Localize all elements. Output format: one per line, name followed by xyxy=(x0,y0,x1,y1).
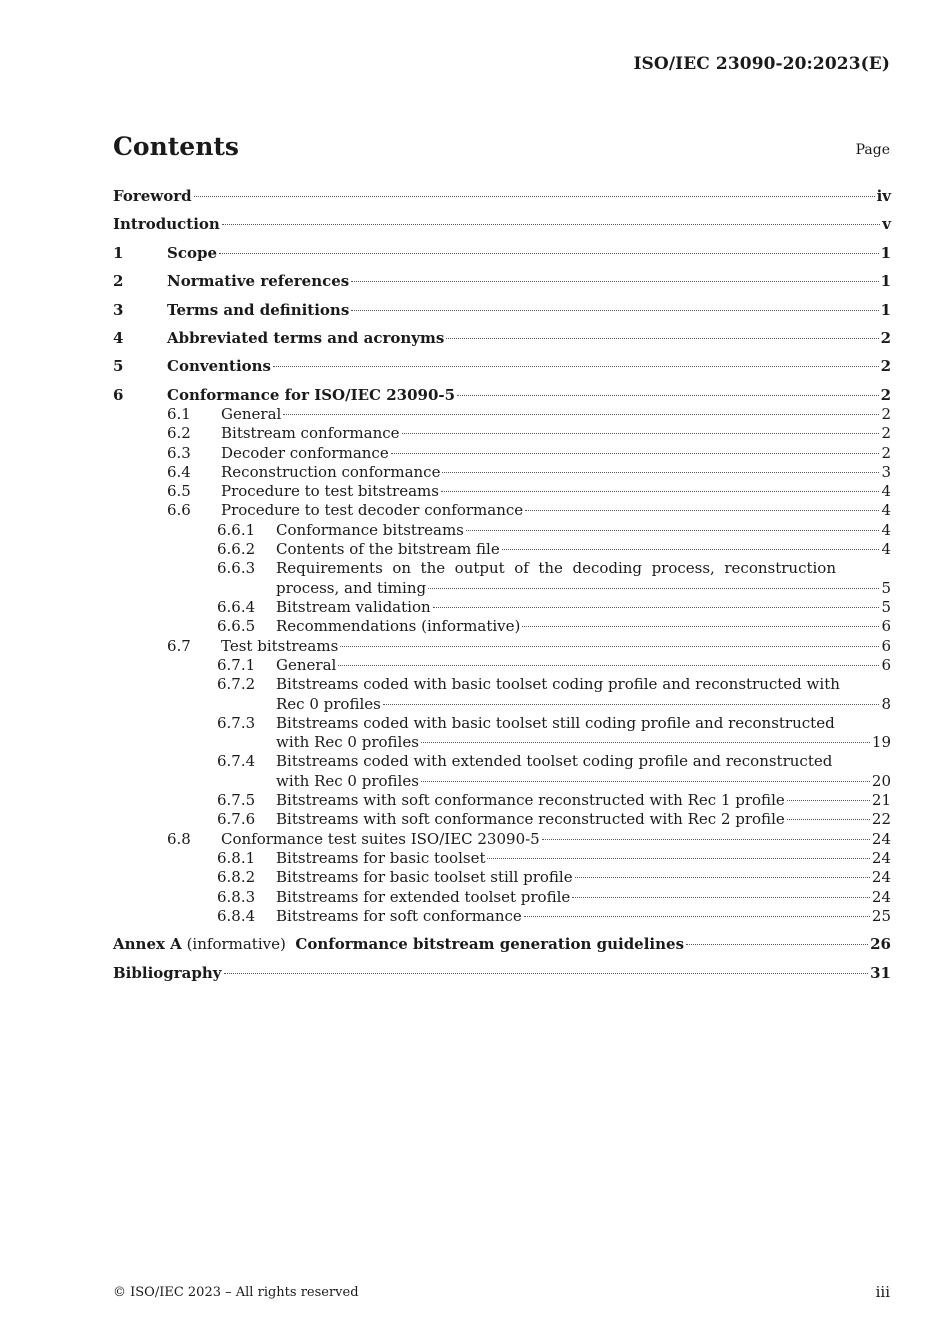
toc-entry-6-8[interactable] xyxy=(113,829,891,849)
page-column-label: Page xyxy=(855,142,890,158)
toc-entry-6-6[interactable] xyxy=(113,500,891,520)
toc-entry-text: Conformance test suites ISO/IEC 23090-5 xyxy=(221,830,540,848)
toc-entry-number: 6.7.2 xyxy=(217,675,256,693)
toc-entry-number: 6.2 xyxy=(167,424,191,442)
toc-entry-6-8-2[interactable] xyxy=(113,867,891,887)
toc-page-number: 25 xyxy=(871,907,891,925)
toc-entry-number: 6.7.5 xyxy=(217,791,256,809)
dot-leader xyxy=(572,896,870,898)
toc-entry-6-8-4[interactable] xyxy=(113,906,891,926)
toc-page-number: 21 xyxy=(871,791,891,809)
toc-entry-text-line-2: with Rec 0 profiles xyxy=(276,772,419,790)
toc-entry-number: 6.6.3 xyxy=(217,559,256,577)
toc-page-number: 1 xyxy=(880,244,891,262)
toc-page-number: 2 xyxy=(881,444,891,462)
toc-entry-number: 6.6.1 xyxy=(217,521,256,539)
toc-entry-introduction[interactable] xyxy=(113,214,891,234)
toc-entry-text: Conformance for ISO/IEC 23090-5 xyxy=(167,386,456,404)
toc-entry-number: 6.1 xyxy=(167,405,191,423)
toc-entry-number: 6.8.1 xyxy=(217,849,256,867)
toc-entry-text: Bitstreams for basic toolset xyxy=(276,849,486,867)
toc-entry-text: Bitstreams for extended toolset profile xyxy=(276,888,571,906)
toc-entry-bibliography[interactable] xyxy=(113,963,891,983)
toc-entry-number: 6.7.1 xyxy=(217,656,256,674)
dot-leader xyxy=(524,915,870,917)
toc-page-number: 20 xyxy=(871,772,891,790)
toc-entry-text: Bitstream validation xyxy=(276,598,431,616)
toc-entry-text: Bitstreams for basic toolset still profile xyxy=(276,868,573,886)
dot-leader xyxy=(351,309,878,311)
toc-page-number: 6 xyxy=(881,637,891,655)
toc-entry-6-7[interactable] xyxy=(113,636,891,656)
toc-page-number: 1 xyxy=(880,272,891,290)
toc-entry-number: 4 xyxy=(113,329,124,347)
toc-page-number: 26 xyxy=(870,935,891,953)
toc-entry-number: 1 xyxy=(113,244,124,262)
toc-entry-6-3[interactable] xyxy=(113,443,891,463)
toc-entry-text: Conventions xyxy=(167,357,271,375)
toc-entry-text-line-1: Bitstreams coded with extended toolset coding profile and reconstructed xyxy=(276,752,833,770)
toc-entry-6-5[interactable] xyxy=(113,481,891,501)
dot-leader xyxy=(457,394,879,396)
toc-entry-text: Normative references xyxy=(167,272,350,290)
toc-entry-number: 2 xyxy=(113,272,124,290)
dot-leader xyxy=(487,857,869,859)
toc-entry-6-8-1[interactable] xyxy=(113,848,891,868)
toc-entry-clause-2[interactable] xyxy=(113,271,891,291)
toc-entry-number: 6.8.3 xyxy=(217,888,256,906)
toc-page-number: 2 xyxy=(880,357,891,375)
toc-page-number: 31 xyxy=(870,964,891,982)
toc-page-number: 8 xyxy=(881,695,891,713)
toc-page-number: 2 xyxy=(881,405,891,423)
toc-entry-text-line-2: process, and timing xyxy=(276,579,427,597)
toc-entry-text: Conformance bitstreams xyxy=(276,521,464,539)
dot-leader xyxy=(222,223,880,225)
dot-leader xyxy=(421,780,870,782)
dot-leader xyxy=(351,280,878,282)
dot-leader xyxy=(340,645,879,647)
toc-entry-text: Introduction xyxy=(113,215,220,233)
toc-entry-number: 5 xyxy=(113,357,124,375)
toc-page-number: 2 xyxy=(881,424,891,442)
toc-page-number: 22 xyxy=(871,810,891,828)
toc-entry-6-6-2[interactable] xyxy=(113,539,891,559)
toc-entry-text: Recommendations (informative) xyxy=(276,617,521,635)
toc-entry-text: Procedure to test decoder conformance xyxy=(221,501,524,519)
toc-entry-text-line-2: with Rec 0 profiles xyxy=(276,733,419,751)
toc-entry-clause-6[interactable] xyxy=(113,385,891,405)
toc-page-number: 24 xyxy=(871,849,891,867)
dot-leader xyxy=(502,548,880,550)
toc-entry-number: 6 xyxy=(113,386,124,404)
toc-page-number: 6 xyxy=(881,656,891,674)
toc-entry-6-6-4[interactable] xyxy=(113,597,891,617)
toc-entry-text: Bitstreams with soft conformance reconstructed with Rec 2 profile xyxy=(276,810,785,828)
dot-leader xyxy=(686,943,868,945)
toc-page-number: 1 xyxy=(880,301,891,319)
toc-entry-number: 6.6.5 xyxy=(217,617,256,635)
toc-page-number: 4 xyxy=(881,482,891,500)
toc-entry-number: 6.7.4 xyxy=(217,752,256,770)
toc-entry-text: Foreword xyxy=(113,187,192,205)
toc-entry-number: 6.4 xyxy=(167,463,191,481)
toc-entry-number: 3 xyxy=(113,301,124,319)
toc-entry-text: General xyxy=(276,656,337,674)
toc-entry-number: 6.6 xyxy=(167,501,191,519)
dot-leader xyxy=(575,876,870,878)
toc-page-number: 2 xyxy=(880,386,891,404)
toc-entry-clause-5[interactable] xyxy=(113,356,891,376)
page-title: Contents xyxy=(113,132,240,161)
toc-page-number: 24 xyxy=(871,888,891,906)
dot-leader xyxy=(787,799,870,801)
toc-entry-text: Scope xyxy=(167,244,218,262)
toc-entry-number: 6.3 xyxy=(167,444,191,462)
toc-page-number: v xyxy=(882,215,891,233)
toc-page-number: 4 xyxy=(881,521,891,539)
toc-entry-text: Procedure to test bitstreams xyxy=(221,482,439,500)
dot-leader xyxy=(787,818,870,820)
toc-entry-text-line-1: Bitstreams coded with basic toolset still coding profile and reconstructed xyxy=(276,714,835,732)
toc-entry-text-line-1: Bitstreams coded with basic toolset coding profile and reconstructed with xyxy=(276,675,840,693)
toc-entry-text: Decoder conformance xyxy=(221,444,389,462)
toc-entry-6-6-5[interactable] xyxy=(113,616,891,636)
toc-entry-text: Contents of the bitstream file xyxy=(276,540,500,558)
dot-leader xyxy=(219,252,879,254)
toc-entry-text: Test bitstreams xyxy=(221,637,339,655)
toc-page-number: 4 xyxy=(881,540,891,558)
toc-entry-6-7-6[interactable] xyxy=(113,809,891,829)
toc-entry-6-4[interactable] xyxy=(113,462,891,482)
toc-entry-number: 6.8.4 xyxy=(217,907,256,925)
toc-entry-text: Conformance bitstream generation guidelines xyxy=(295,935,685,953)
toc-page-number: 3 xyxy=(881,463,891,481)
toc-entry-text: Abbreviated terms and acronyms xyxy=(167,329,445,347)
dot-leader xyxy=(428,587,879,589)
toc-entry-clause-4[interactable] xyxy=(113,328,891,348)
toc-entry-text: Terms and definitions xyxy=(167,301,350,319)
dot-leader xyxy=(402,432,880,434)
toc-entry-6-8-3[interactable] xyxy=(113,887,891,907)
dot-leader xyxy=(522,625,879,627)
annex-qualifier: (informative) xyxy=(186,935,286,953)
toc-entry-number: 6.6.2 xyxy=(217,540,256,558)
toc-entry-text-line-1: Requirements on the output of the decoding process, reconstruction xyxy=(276,559,836,577)
toc-entry-text: Bitstreams with soft conformance reconstructed with Rec 1 profile xyxy=(276,791,785,809)
dot-leader xyxy=(433,606,880,608)
toc-page-number: 2 xyxy=(880,329,891,347)
toc-page-number: 24 xyxy=(871,830,891,848)
dot-leader xyxy=(273,365,879,367)
toc-entry-number: 6.5 xyxy=(167,482,191,500)
toc-page-number: 24 xyxy=(871,868,891,886)
toc-entry-text: Bitstream conformance xyxy=(221,424,400,442)
toc-entry-clause-1[interactable] xyxy=(113,243,891,263)
toc-entry-annex-a[interactable] xyxy=(113,934,891,954)
toc-page-number: 19 xyxy=(871,733,891,751)
annex-label: Annex A xyxy=(113,935,182,953)
toc-entry-number: 6.6.4 xyxy=(217,598,256,616)
dot-leader xyxy=(383,703,880,705)
dot-leader xyxy=(441,490,880,492)
page-number: iii xyxy=(875,1283,890,1301)
document-id: ISO/IEC 23090-20:2023(E) xyxy=(633,54,890,74)
toc-page-number: 5 xyxy=(881,598,891,616)
toc-entry-number: 6.8 xyxy=(167,830,191,848)
toc-page-number: 6 xyxy=(881,617,891,635)
toc-entry-6-7-5[interactable] xyxy=(113,790,891,810)
toc-entry-text: Bitstreams for soft conformance xyxy=(276,907,522,925)
dot-leader xyxy=(442,471,879,473)
dot-leader xyxy=(391,452,880,454)
toc-entry-6-1[interactable] xyxy=(113,404,891,424)
dot-leader xyxy=(542,838,870,840)
dot-leader xyxy=(283,413,879,415)
dot-leader xyxy=(525,509,879,511)
dot-leader xyxy=(446,337,878,339)
toc-entry-number: 6.8.2 xyxy=(217,868,256,886)
dot-leader xyxy=(466,529,880,531)
toc-entry-6-6-1[interactable] xyxy=(113,520,891,540)
dot-leader xyxy=(224,972,869,974)
toc-entry-number: 6.7.3 xyxy=(217,714,256,732)
toc-entry-clause-3[interactable] xyxy=(113,300,891,320)
toc-entry-text: Bibliography xyxy=(113,964,222,982)
toc-page-number: iv xyxy=(876,187,891,205)
toc-entry-text: Reconstruction conformance xyxy=(221,463,441,481)
toc-entry-6-7-1[interactable] xyxy=(113,655,891,675)
toc-entry-6-2[interactable] xyxy=(113,423,891,443)
toc-page-number: 5 xyxy=(881,579,891,597)
toc-entry-text: General xyxy=(221,405,282,423)
dot-leader xyxy=(421,741,870,743)
toc-entry-number: 6.7 xyxy=(167,637,191,655)
toc-entry-text-line-2: Rec 0 profiles xyxy=(276,695,381,713)
dot-leader xyxy=(338,664,879,666)
toc-entry-foreword[interactable] xyxy=(113,186,891,206)
copyright-notice: © ISO/IEC 2023 – All rights reserved xyxy=(113,1285,359,1300)
dot-leader xyxy=(194,195,875,197)
toc-page-number: 4 xyxy=(881,501,891,519)
toc-entry-number: 6.7.6 xyxy=(217,810,256,828)
